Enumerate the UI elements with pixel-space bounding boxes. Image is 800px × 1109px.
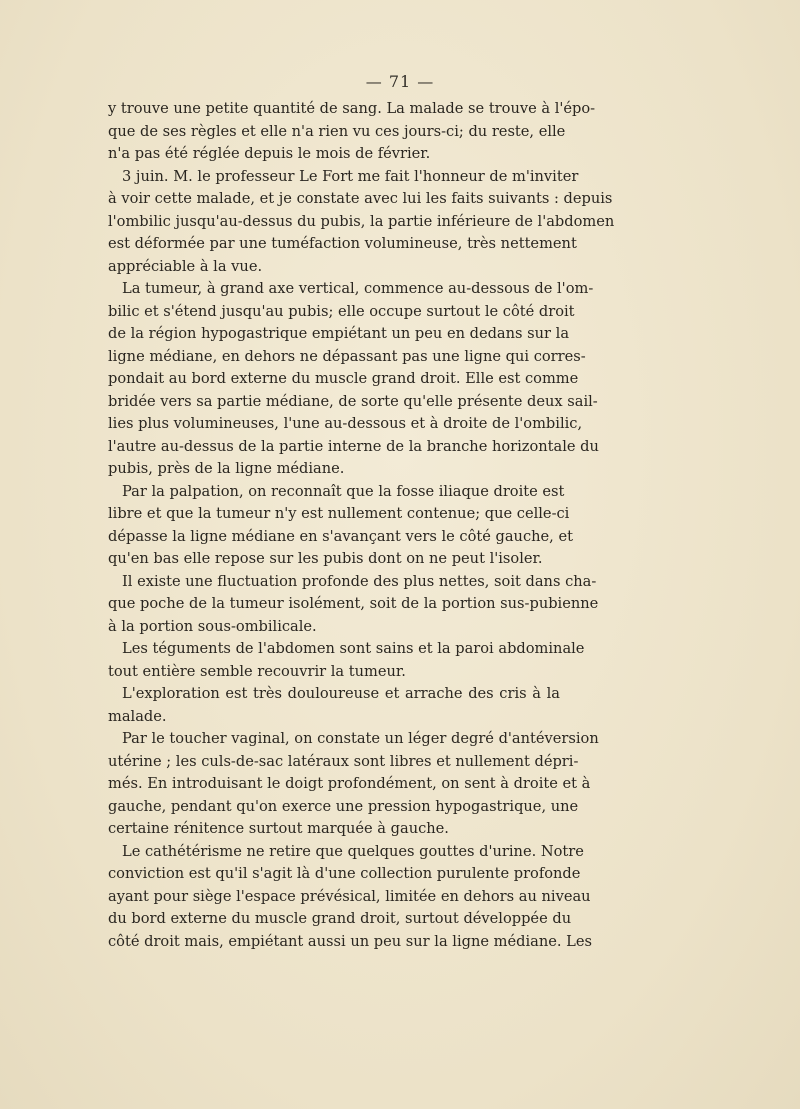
- text-line: y trouve une petite quantité de sang. La malade se trouve à l'épo-: [108, 100, 596, 117]
- text-line: Les téguments de l'abdomen sont sains et la paroi abdominale: [122, 640, 585, 657]
- body-text: [108, 98, 615, 953]
- text-line: ayant pour siège l'espace prévésical, limitée en dehors au niveau: [108, 887, 591, 905]
- text-line: est déformée par une tuméfaction volumineuse, très nettement: [108, 235, 577, 252]
- text-line: dépasse la ligne médiane en s'avançant vers le côté gauche, et: [108, 527, 573, 545]
- text-line: gauche, pendant qu'on exerce une pression hypogastrique, une: [108, 797, 579, 815]
- text-line: n'a pas été réglée depuis le mois de février.: [108, 145, 431, 162]
- text-line: utérine ; les culs-de-sac latéraux sont libres et nullement dépri-: [108, 752, 579, 770]
- text-line: Il existe une fluctuation profonde des plus nettes, soit dans cha-: [122, 572, 597, 590]
- text-line: à la portion sous-ombilicale.: [108, 617, 317, 635]
- text-line: à voir cette malade, et je constate avec lui les faits suivants : depuis: [108, 190, 613, 207]
- text-line: Par le toucher vaginal, on constate un léger degré d'antéversion: [122, 730, 599, 747]
- text-line: Le cathétérisme ne retire que quelques gouttes d'urine. Notre: [122, 842, 584, 860]
- text-line: côté droit mais, empiétant aussi un peu sur la ligne médiane. Les: [108, 932, 592, 950]
- text-line: appréciable à la vue.: [108, 257, 263, 275]
- text-line: 3 juin. M. le professeur Le Fort me fait l'honneur de m'inviter: [122, 167, 579, 185]
- text-line: malade.: [108, 707, 167, 725]
- text-line: tout entière semble recouvrir la tumeur.: [108, 662, 406, 680]
- text-line: L'exploration est très douloureuse et arrache des cris à la: [122, 685, 560, 702]
- text-line: de la région hypogastrique empiétant un peu en dedans sur la: [108, 325, 570, 342]
- text-line: bridée vers sa partie médiane, de sorte qu'elle présente deux sail-: [108, 392, 598, 410]
- text-line: bilic et s'étend jusqu'au pubis; elle occupe surtout le côté droit: [108, 302, 575, 320]
- text-line: l'autre au-dessus de la partie interne de la branche horizontale du: [108, 437, 599, 455]
- text-line: ligne médiane, en dehors ne dépassant pas une ligne qui corres-: [108, 347, 586, 365]
- text-line: qu'en bas elle repose sur les pubis dont on ne peut l'isoler.: [108, 550, 543, 567]
- page-number: — 71 —: [365, 72, 435, 91]
- text-line: certaine rénitence surtout marquée à gauche.: [108, 820, 449, 837]
- text-line: La tumeur, à grand axe vertical, commence au-dessous de l'om-: [122, 280, 594, 297]
- text-line: pubis, près de la ligne médiane.: [108, 460, 345, 477]
- text-line: du bord externe du muscle grand droit, surtout développée du: [108, 910, 572, 927]
- text-line: pondait au bord externe du muscle grand droit. Elle est comme: [108, 370, 579, 387]
- text-line: lies plus volumineuses, l'une au-dessous et à droite de l'ombilic,: [108, 415, 583, 432]
- text-line: que poche de la tumeur isolément, soit de la portion sus-pubienne: [108, 595, 599, 612]
- text-line: conviction est qu'il s'agit là d'une collection purulente profonde: [108, 865, 581, 882]
- text-line: que de ses règles et elle n'a rien vu ces jours-ci; du reste, elle: [108, 122, 566, 140]
- text-line: l'ombilic jusqu'au-dessus du pubis, la partie inférieure de l'abdomen: [108, 212, 615, 230]
- text-line: libre et que la tumeur n'y est nullement contenue; que celle-ci: [108, 505, 570, 522]
- text-line: Par la palpation, on reconnaît que la fosse iliaque droite est: [122, 482, 565, 500]
- text-line: més. En introduisant le doigt profondément, on sent à droite et à: [108, 775, 591, 792]
